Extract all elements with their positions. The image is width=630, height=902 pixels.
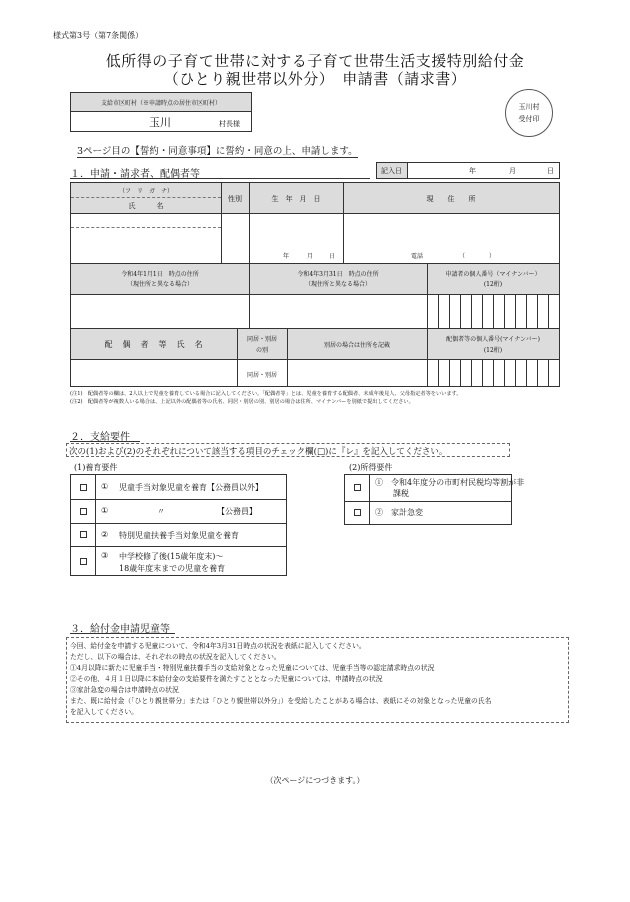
municipality-label: 支給市区町村（※申請時点の居住市区町村）: [100, 100, 221, 107]
mynumber-cell-divider: [493, 359, 494, 386]
birthdate-header: 生 年 月 日: [271, 195, 321, 203]
birth-day: 日: [329, 253, 336, 260]
section3-text: [70, 641, 566, 718]
section3-line: 今回、給付金を申請する児童について、令和4年3月31日時点の状況を表紙に記入してください。: [70, 642, 366, 650]
separate-note: 別居の場合は住所を記載: [323, 342, 390, 349]
addr-mar-sub: （現住所と異なる場合）: [304, 281, 371, 288]
req1-item1-checkbox[interactable]: [80, 484, 87, 491]
req2-item1-checkbox[interactable]: [354, 484, 361, 491]
note-2: (注2) 配偶者等が複数人いる場合は、上記以外の配偶者等の氏名、同居・別居の別、別居の場合は住所、マイナンバーを別紙で提出してください。: [70, 399, 414, 405]
mynumber-cell-divider: [526, 359, 527, 386]
birth-month: 月: [307, 253, 314, 260]
section2-heading: ２．支給要件: [70, 432, 130, 443]
addr-mar-header: 令和4年3月31日 時点の住所: [297, 271, 379, 278]
req2-table: [344, 474, 525, 525]
mynumber-cell-divider: [449, 359, 450, 386]
mynumber-cell-divider: [471, 294, 472, 328]
mynumber-cell-divider: [482, 359, 483, 386]
req1-item4-line2: 18歳年度末までの児童を養育: [119, 564, 226, 573]
section1-heading: １．申請・請求者、配偶者等: [70, 169, 200, 180]
agreement-text: 3ページ目の【誓約・同意事項】に誓約・同意の上、申請します。: [77, 143, 358, 158]
section3-line: ただし、以下の場合は、それぞれの時点の状況を記入してください。: [70, 653, 281, 661]
mynumber-applicant-cells[interactable]: [427, 294, 559, 328]
birth-year: 年: [283, 253, 290, 260]
title-line-1: 低所得の子育て世帯に対する子育て世帯生活支援特別給付金: [105, 52, 525, 70]
req1-item4-checkbox[interactable]: [80, 558, 87, 565]
section3-heading: ３．給付金申請児童等: [70, 624, 170, 635]
mynumber-applicant-sub: (12桁): [483, 281, 503, 288]
req1-item4-num: ③: [101, 551, 109, 560]
req2-item2-checkbox[interactable]: [354, 509, 361, 516]
municipality-box: [70, 92, 252, 132]
section3-line: ①4月以降に新たに児童手当・特別児童扶養手当の支給対象となった児童については、児童手当等の認定請求時点の状況: [70, 664, 435, 672]
mynumber-cell-divider: [449, 294, 450, 328]
req2-item2-text: ② 家計急変: [375, 508, 423, 517]
section3-line: ③家計急変の場合は申請時点の状況: [70, 686, 179, 694]
mayor-suffix: 村長様: [219, 120, 240, 128]
spouse-name-header: 配 偶 者 等 氏 名: [104, 340, 204, 349]
date-box: [376, 162, 560, 179]
mynumber-cell-divider: [438, 294, 439, 328]
applicant-table: [70, 182, 560, 387]
instruction-box: [66, 443, 510, 457]
mynumber-cell-divider: [504, 359, 505, 386]
mynumber-cell-divider: [537, 294, 538, 328]
cohabit-value[interactable]: 同居・別居: [246, 372, 277, 379]
req2-item1-line2: 課税: [393, 489, 409, 498]
mynumber-spouse-sub: (12桁): [483, 347, 503, 354]
mynumber-cell-divider: [460, 294, 461, 328]
req1-item3-num: ②: [101, 530, 109, 539]
req2-title: (2)所得要件: [349, 463, 393, 472]
req2-item1-line1: ① 令和4年度分の市町村民税均等割が非: [375, 478, 525, 487]
mynumber-cell-divider: [482, 294, 483, 328]
mynumber-cell-divider: [537, 359, 538, 386]
req1-item1-text: 児童手当対象児童を養育【公務員以外】: [119, 483, 263, 492]
addr-jan-header: 令和4年1月1日 時点の住所: [121, 271, 199, 278]
req1-item2-checkbox[interactable]: [80, 508, 87, 515]
mynumber-cell-divider: [438, 359, 439, 386]
mynumber-applicant-header: 申請者の個人番号（マイナンバー）: [445, 271, 541, 278]
mynumber-cell-divider: [548, 359, 549, 386]
mynumber-cell-divider: [515, 294, 516, 328]
stamp-line-2: 受付印: [518, 115, 540, 123]
mynumber-cell-divider: [493, 294, 494, 328]
footer-note: （次ページにつづきます。）: [265, 776, 365, 785]
section3-line: を記入してください。: [70, 708, 138, 716]
address-header: 現 住 所: [426, 195, 476, 203]
mynumber-cell-divider: [515, 359, 516, 386]
date-year: 年: [469, 167, 476, 175]
date-month: 月: [509, 167, 516, 175]
mynumber-cell-divider: [526, 294, 527, 328]
form-number: 様式第3号（第7条関係）: [53, 31, 144, 40]
mynumber-spouse-cells[interactable]: [427, 359, 559, 386]
section3-line: また、既に給付金（「ひとり親世帯分」または「ひとり親世帯以外分」）を受給したことがある場合は、表紙にその対象となった児童の氏名: [70, 697, 492, 705]
cohabit-sub: の別: [255, 347, 268, 354]
furigana-header: （フ リ ガ ナ）: [118, 188, 173, 195]
section3-box: [66, 637, 569, 723]
gender-header: 性別: [228, 195, 242, 203]
note-1: (注1) 配偶者等の欄は、2人以上で児童を養育している場合に記入してください。「配偶者等」とは、児童を養育する配偶者、未成年後見人、父母指定者等をいいます。: [70, 391, 462, 397]
title-line-2: （ひとり親世帯以外分） 申請書（請求書）: [163, 70, 467, 88]
mynumber-cell-divider: [460, 359, 461, 386]
phone-label: 電話: [411, 253, 424, 260]
req1-title: (1)養育要件: [74, 463, 118, 472]
date-day: 日: [547, 167, 554, 175]
cohabit-header: 同居・別居: [246, 336, 277, 343]
phone-paren: （ ）: [459, 253, 496, 260]
req1-table: [70, 474, 287, 576]
addr-jan-sub: （現住所と異なる場合）: [126, 281, 193, 288]
req1-item3-checkbox[interactable]: [80, 531, 87, 538]
reception-stamp: [505, 89, 553, 137]
name-header: 氏 名: [128, 202, 164, 210]
req1-item1-num: ①: [101, 482, 109, 491]
mynumber-cell-divider: [504, 294, 505, 328]
stamp-line-1: 玉川村: [518, 103, 540, 111]
mynumber-spouse-header: 配偶者等の個人番号(マイナンバー): [446, 336, 540, 343]
date-label: 記入日: [381, 167, 402, 175]
mynumber-cell-divider: [548, 294, 549, 328]
section3-line: ②その他、４月１日以降に本給付金の支給要件を満たすこととなった児童については、申請時点の状況: [70, 675, 383, 683]
municipality-name[interactable]: 玉川: [149, 116, 171, 129]
req1-item4-text: 中学校修了後(15歳年度末)～: [119, 552, 224, 561]
req1-item2-text: 〃 【公務員】: [157, 507, 257, 516]
req1-item2-num: ①: [101, 506, 109, 515]
req1-item3-text: 特別児童扶養手当対象児童を養育: [119, 531, 239, 540]
mynumber-cell-divider: [471, 359, 472, 386]
instruction-text: 次の(1)および(2)のそれぞれについて該当する項目のチェック欄(□)に『レ』を記入してください。: [69, 447, 448, 457]
